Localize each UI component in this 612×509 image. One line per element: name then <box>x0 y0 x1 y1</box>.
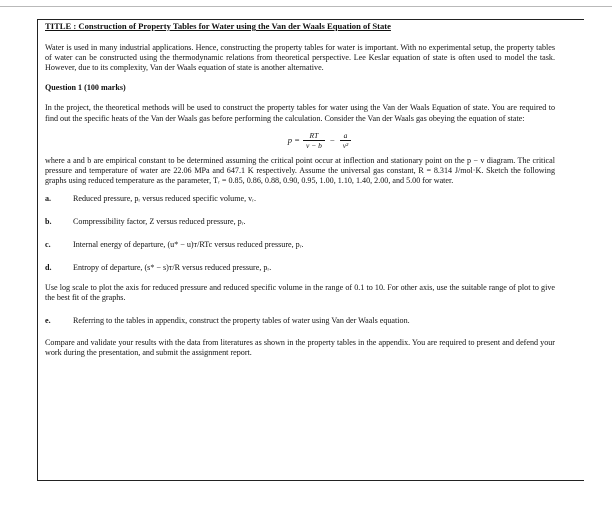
task-text: Referring to the tables in appendix, construct the property tables of water using Van der Waals equation. <box>73 315 410 325</box>
task-text: Reduced pressure, pᵣ versus reduced specific volume, vᵣ. <box>73 193 257 203</box>
task-marker: a. <box>45 193 52 203</box>
task-item-b <box>45 217 555 227</box>
top-divider <box>0 6 612 7</box>
task-list <box>45 194 555 273</box>
task-marker: c. <box>45 240 51 250</box>
task-item-c <box>45 240 555 250</box>
task-text: Internal energy of departure, (u* − u)ᴛ/RTc versus reduced pressure, pᵣ. <box>73 240 304 250</box>
task-text: Compressibility factor, Z versus reduced pressure, pᵣ. <box>73 217 246 227</box>
document-title: TITLE : Construction of Property Tables for Water using the Van der Waals Equation of State <box>45 21 391 31</box>
constants-paragraph: where a and b are empirical constant to be determined assuming the critical point occur at inflection and stationary point on the p − v diagram. The critical pressure and temperature of water are 22.06 MPa and 647.1 K respectively. Assume the universal gas constant, R = 8.314 J/mol·K. Sketch the following graphs using reduced temperature as the parameter, Tᵣ = 0.85, 0.86, 0.88, 0.90, 0.95, 1.00, 1.10, 1.40, 2.00, and 5.00 for water. <box>45 155 555 185</box>
project-paragraph: In the project, the theoretical methods will be used to construct the property tables for water using the Van der Waals Equation of state. You are required to find out the specific heats of the Van der Waals gas before performing the calculation. Consider the Van der Waals gas obeying the equation of state: <box>45 103 555 123</box>
task-item-d <box>45 263 555 273</box>
fraction-2-denominator: v² <box>340 140 352 150</box>
task-item-a <box>45 194 555 204</box>
van-der-waals-equation <box>45 131 555 150</box>
plot-scale-paragraph: Use log scale to plot the axis for reduced pressure and reduced specific volume in the range of 0.1 to 10. For other axis, use the suitable range of plot to give the best fit of the graphs. <box>45 283 555 303</box>
fraction-1-numerator: RT <box>309 130 319 140</box>
fraction-1-denominator: v − b <box>303 140 325 150</box>
equation-minus: − <box>329 135 335 146</box>
task-marker: e. <box>45 315 51 325</box>
equation-fraction-2 <box>340 131 352 150</box>
document-content <box>45 21 555 358</box>
equation-lhs: p = <box>287 135 300 146</box>
closing-paragraph: Compare and validate your results with the data from literatures as shown in the property tables in the appendix. You are required to present and defend your work during the presentation, and submit the assignment report. <box>45 337 555 357</box>
task-text: Entropy of departure, (s* − s)ᴛ/R versus reduced pressure, pᵣ. <box>73 263 272 273</box>
task-marker: d. <box>45 263 52 273</box>
task-marker: b. <box>45 217 52 227</box>
intro-paragraph: Water is used in many industrial applications. Hence, constructing the property tables for water is important. With no experimental setup, the property tables of water can be constructed using the thermodynamic relations from theoretical perspective. Lee Keslar equation of state is often used to model the task. However, due to its complexity, Van der Waals equation of state is another alternative. <box>45 43 555 73</box>
fraction-2-numerator: a <box>343 130 348 140</box>
question-heading: Question 1 (100 marks) <box>45 83 126 93</box>
equation-fraction-1 <box>303 131 325 150</box>
task-item-e <box>45 316 555 326</box>
